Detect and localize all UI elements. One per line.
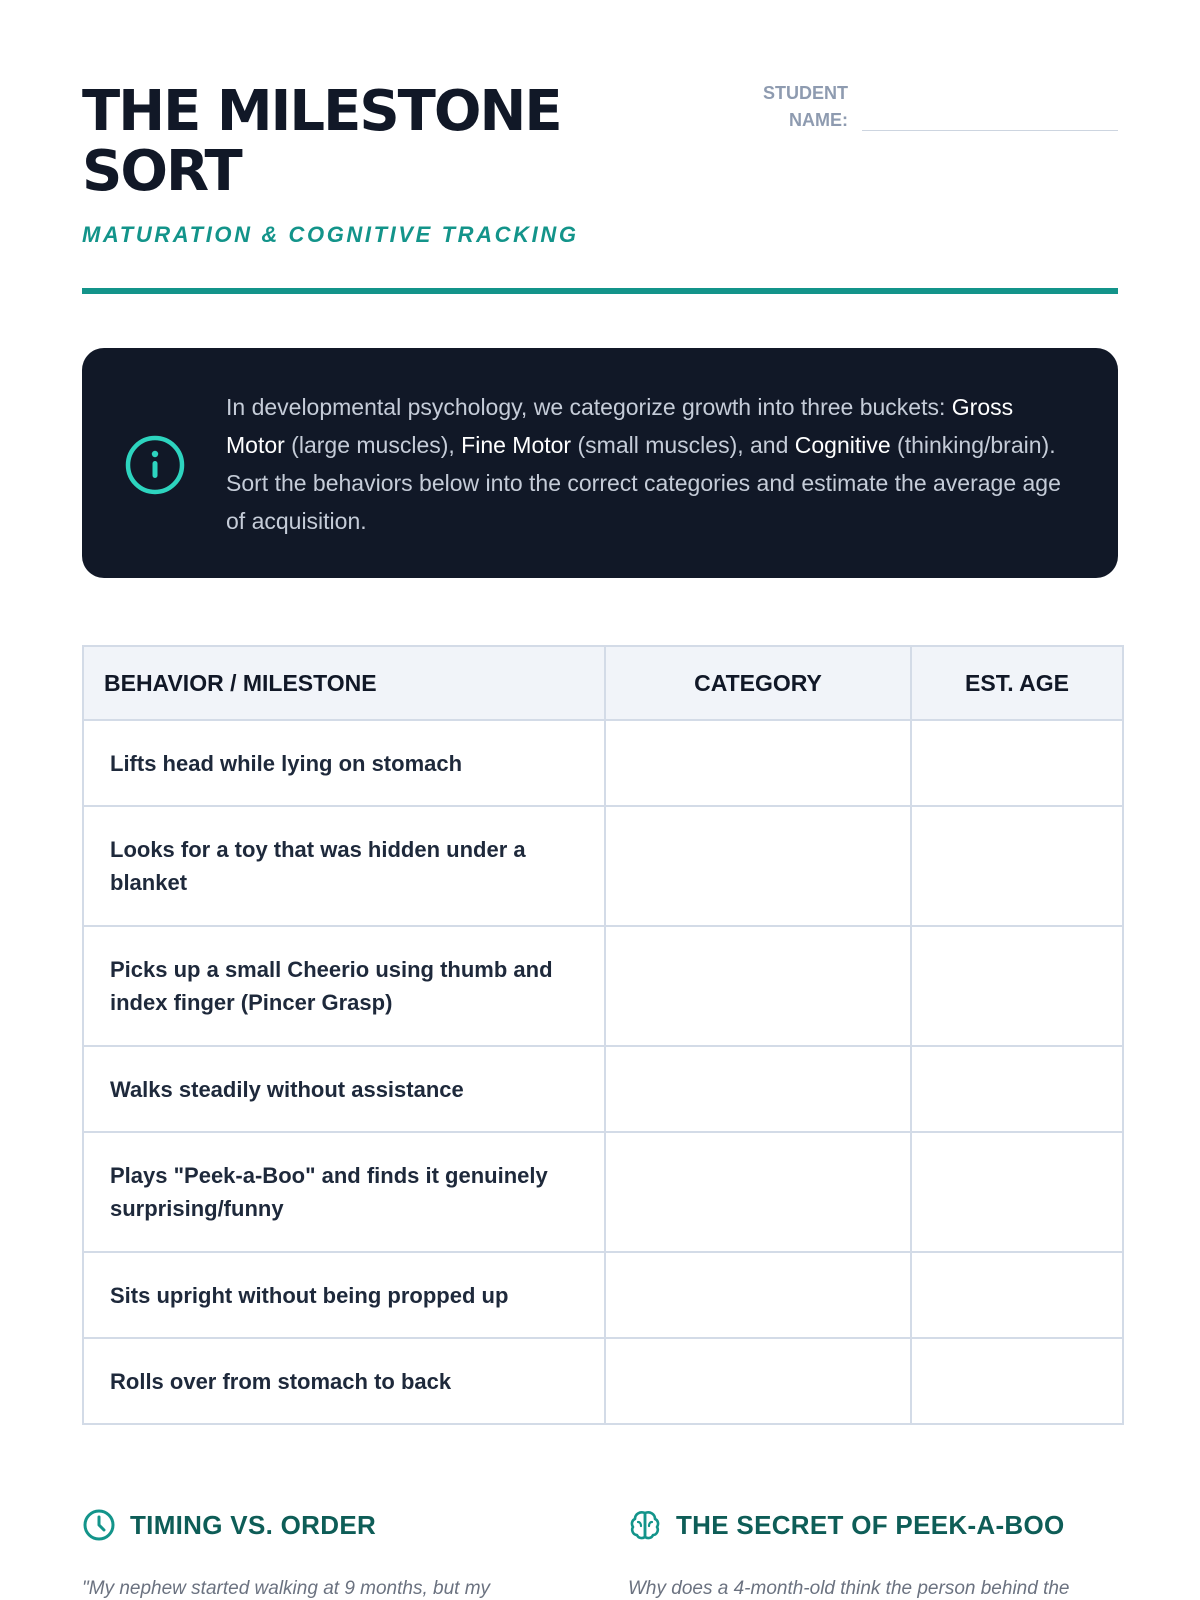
category-cell[interactable] (605, 806, 911, 926)
intro-callout (82, 348, 1118, 578)
behavior-cell: Plays "Peek-a-Boo" and finds it genuinely surprising/funny (83, 1132, 605, 1252)
category-cell[interactable] (605, 1338, 911, 1424)
behavior-cell: Sits upright without being propped up (83, 1252, 605, 1338)
table-row (83, 806, 1123, 926)
page-subtitle: MATURATION & COGNITIVE TRACKING (82, 222, 579, 247)
behavior-cell: Picks up a small Cheerio using thumb and index finger (Pincer Grasp) (83, 926, 605, 1046)
age-cell[interactable] (911, 1046, 1123, 1132)
table-row (83, 1046, 1123, 1132)
info-icon (124, 434, 186, 496)
age-cell[interactable] (911, 720, 1123, 806)
table-row (83, 1132, 1123, 1252)
peekaboo-section (628, 1508, 1070, 1600)
timing-section (82, 1508, 490, 1600)
intro-text-3: (small muscles), and (571, 432, 795, 458)
term-gross-motor: Gross Motor (226, 394, 1014, 458)
peekaboo-heading (628, 1508, 1070, 1542)
intro-text-4: (thinking/brain). Sort the behaviors below into the correct categories and estimate the average age of acquisition. (226, 432, 1061, 534)
peekaboo-title: THE SECRET OF PEEK-A-BOO (676, 1509, 1065, 1540)
header-est-age: EST. AGE (911, 646, 1123, 720)
term-cognitive: Cognitive (794, 432, 891, 458)
age-cell[interactable] (911, 1338, 1123, 1424)
timing-quote: "My nephew started walking at 9 months, but my (82, 1578, 491, 1599)
table-row (83, 720, 1123, 806)
student-name-field (748, 80, 1118, 134)
behavior-cell: Walks steadily without assistance (83, 1046, 605, 1132)
category-cell[interactable] (605, 720, 911, 806)
age-cell[interactable] (911, 806, 1123, 926)
behavior-cell: Looks for a toy that was hidden under a blanket (83, 806, 605, 926)
header-category: CATEGORY (605, 646, 911, 720)
category-cell[interactable] (605, 926, 911, 1046)
intro-text-2: (large muscles), (284, 432, 462, 458)
table-row (83, 926, 1123, 1046)
student-name-line[interactable] (862, 130, 1118, 131)
table-header-row (83, 646, 1123, 720)
clock-icon (82, 1508, 116, 1542)
table-row (83, 1252, 1123, 1338)
table-row (83, 1338, 1123, 1424)
behavior-cell: Rolls over from stomach to back (83, 1338, 605, 1424)
brain-icon (628, 1508, 662, 1542)
category-cell[interactable] (605, 1252, 911, 1338)
page-title: THE MILESTONE SORT (82, 79, 561, 204)
age-cell[interactable] (911, 926, 1123, 1046)
category-cell[interactable] (605, 1132, 911, 1252)
intro-text (226, 388, 1076, 540)
behavior-cell: Lifts head while lying on stomach (83, 720, 605, 806)
timing-title: TIMING VS. ORDER (130, 1509, 377, 1540)
worksheet-header (82, 0, 1118, 247)
category-cell[interactable] (605, 1046, 911, 1132)
student-name-label: STUDENT NAME: (763, 83, 848, 130)
age-cell[interactable] (911, 1252, 1123, 1338)
age-cell[interactable] (911, 1132, 1123, 1252)
peekaboo-quote: Why does a 4-month-old think the person behind the (628, 1578, 1070, 1599)
intro-text-1: In developmental psychology, we categorize growth into three buckets: (226, 394, 952, 420)
header-divider (82, 288, 1118, 294)
term-fine-motor: Fine Motor (461, 432, 572, 458)
milestone-table (82, 645, 1124, 1425)
header-behavior: BEHAVIOR / MILESTONE (83, 646, 605, 720)
timing-heading (82, 1508, 490, 1542)
